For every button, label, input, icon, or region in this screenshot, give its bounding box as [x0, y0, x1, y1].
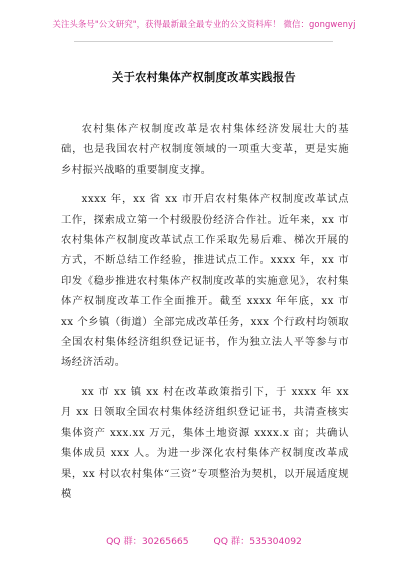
paragraph-3: xx 市 xx 镇 xx 村在改革政策指引下，于 xxxx 年 xx 月 xx 日领取全国农村集体经济组织登记证书，共清查核实集体资产 xxx.xx 万元，集体土地资源 xxxx.x 亩；共确认集体成员 xxx 人。为进一步深化农村集体产权制度改革成果，xx 村以农村集体“三资”专项整治为契机，以开展适度规模	[61, 385, 349, 500]
footer-qq-group-1: QQ 群：30265665	[106, 536, 189, 547]
document-title: 关于农村集体产权制度改革实践报告	[112, 71, 296, 84]
footer-qq-group-2: QQ 群：535304092	[213, 536, 302, 547]
footer-contact	[0, 533, 408, 547]
paragraph-1: 农村集体产权制度改革是农村集体经济发展壮大的基础，也是我国农村产权制度领域的一项重大变革，更是实施乡村振兴战略的重要制度支撑。	[61, 123, 349, 176]
document-body	[61, 119, 349, 513]
header-promo-note: 关注头条号"公文研究"，获得最新最全最专业的公文资料库！ 微信：gongwenyj	[52, 19, 356, 29]
header-divider	[74, 41, 333, 42]
paragraph-2: xxxx 年，xx 省 xx 市开启农村集体产权制度改革试点工作，探索成立第一个村级股份经济合作社。近年来，xx 市农村集体产权制度改革试点工作采取先易后难、梯次开展的方式，不断总结工作经验，推进试点工作。xxxx 年，xx 市印发《稳步推进农村集体产权制度改革的实施意见》，农村集体产权制度改革工作全面推开。截至 xxxx 年年底，xx 市 xx 个乡镇（街道）全部完成改革任务，xxx 个行政村均领取全国农村集体经济组织登记证书，作为独立法人平等参与市场经济活动。	[61, 193, 349, 369]
